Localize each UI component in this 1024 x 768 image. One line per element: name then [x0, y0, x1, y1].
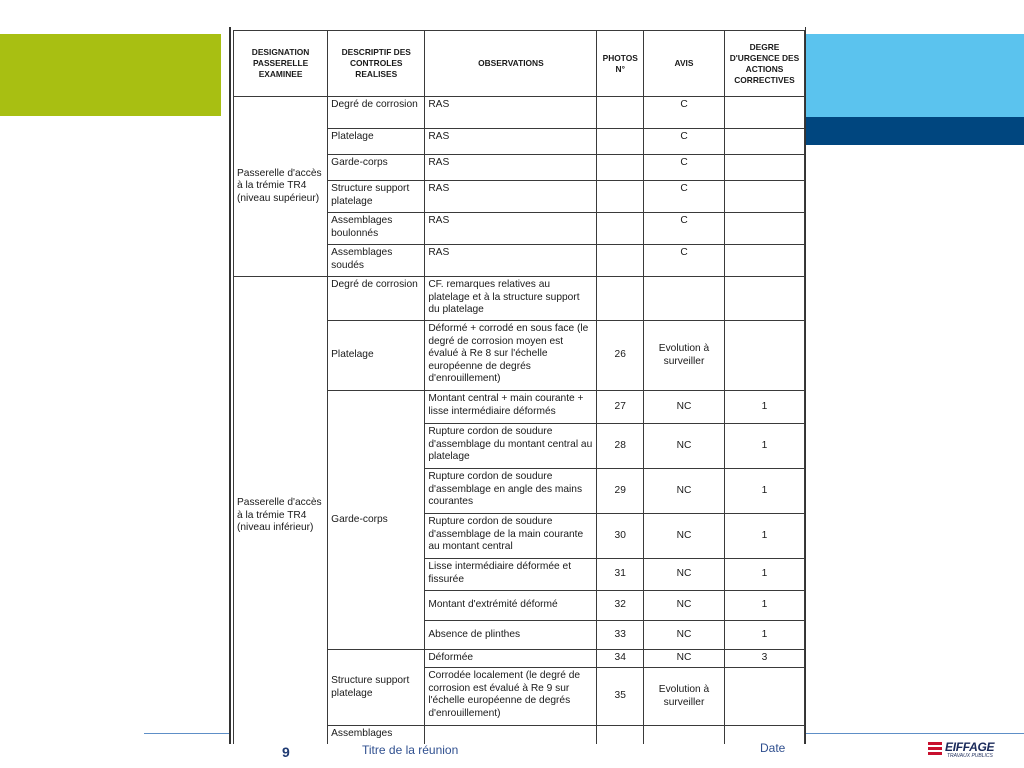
header-photos: PHOTOS N° — [597, 31, 644, 97]
urgence-cell — [724, 668, 804, 726]
eiffage-mark-icon — [928, 742, 942, 758]
photo-cell — [597, 726, 644, 745]
table-row — [234, 277, 805, 321]
designation-cell: Passerelle d'accès à la trémie TR4 (niveau inférieur) — [234, 277, 328, 745]
photo-cell — [597, 277, 644, 321]
urgence-cell: 1 — [724, 591, 804, 621]
eiffage-logo — [928, 740, 1008, 762]
header-avis: AVIS — [644, 31, 725, 97]
avis-cell: NC — [644, 621, 725, 650]
header-designation: DESIGNATION PASSERELLE EXAMINEE — [234, 31, 328, 97]
header-descriptif: DESCRIPTIF DES CONTROLES REALISES — [328, 31, 425, 97]
photo-cell — [597, 245, 644, 277]
photo-cell: 30 — [597, 514, 644, 559]
avis-cell: NC — [644, 391, 725, 424]
photo-cell — [597, 129, 644, 155]
observation-cell — [425, 726, 597, 745]
urgence-cell — [724, 155, 804, 181]
observation-cell: Lisse intermédiaire déformée et fissurée — [425, 559, 597, 591]
observation-cell: RAS — [425, 155, 597, 181]
avis-cell: C — [644, 155, 725, 181]
urgence-cell — [724, 277, 804, 321]
header-observations: OBSERVATIONS — [425, 31, 597, 97]
avis-cell: C — [644, 181, 725, 213]
urgence-cell: 1 — [724, 514, 804, 559]
logo-subtitle: TRAVAUX PUBLICS — [947, 753, 993, 759]
urgence-cell: 1 — [724, 469, 804, 514]
photo-cell — [597, 97, 644, 129]
control-cell: Garde-corps — [328, 155, 425, 181]
urgence-cell: 1 — [724, 559, 804, 591]
inspection-table — [233, 30, 805, 744]
observation-cell: Corrodée localement (le degré de corrosion est évalué à Re 9 sur l'échelle européenne de degrés d'enrouillement) — [425, 668, 597, 726]
control-cell: Assemblages — [328, 726, 425, 745]
control-cell: Platelage — [328, 321, 425, 391]
logo-name: EIFFAGE — [945, 740, 995, 754]
control-cell: Degré de corrosion — [328, 277, 425, 321]
avis-cell: C — [644, 213, 725, 245]
avis-cell: Evolution à surveiller — [644, 321, 725, 391]
photo-cell: 35 — [597, 668, 644, 726]
avis-cell: NC — [644, 559, 725, 591]
avis-cell: Evolution à surveiller — [644, 668, 725, 726]
scanned-inspection-table — [229, 27, 806, 744]
page-number: 9 — [282, 744, 290, 760]
photo-cell: 28 — [597, 424, 644, 469]
observation-cell: Montant central + main courante + lisse intermédiaire déformés — [425, 391, 597, 424]
photo-cell — [597, 213, 644, 245]
avis-cell: C — [644, 245, 725, 277]
designation-cell: Passerelle d'accès à la trémie TR4 (niveau supérieur) — [234, 97, 328, 277]
observation-cell: Rupture cordon de soudure d'assemblage de la main courante au montant central — [425, 514, 597, 559]
table-header-row — [234, 31, 805, 97]
avis-cell: NC — [644, 514, 725, 559]
photo-cell: 34 — [597, 650, 644, 668]
photo-cell: 32 — [597, 591, 644, 621]
observation-cell: CF. remarques relatives au platelage et à la structure support du platelage — [425, 277, 597, 321]
footer-divider-left — [144, 733, 232, 734]
urgence-cell: 1 — [724, 621, 804, 650]
footer-divider-right — [802, 733, 1024, 734]
photo-cell: 33 — [597, 621, 644, 650]
observation-cell: RAS — [425, 181, 597, 213]
photo-cell: 31 — [597, 559, 644, 591]
observation-cell: RAS — [425, 129, 597, 155]
photo-cell — [597, 155, 644, 181]
green-header-band — [0, 34, 221, 116]
avis-cell: NC — [644, 650, 725, 668]
control-cell: Assemblages boulonnés — [328, 213, 425, 245]
photo-cell: 26 — [597, 321, 644, 391]
observation-cell: Déformée — [425, 650, 597, 668]
observation-cell: RAS — [425, 97, 597, 129]
avis-cell — [644, 726, 725, 745]
avis-cell: NC — [644, 591, 725, 621]
urgence-cell — [724, 245, 804, 277]
urgence-cell — [724, 213, 804, 245]
control-cell: Structure support platelage — [328, 181, 425, 213]
avis-cell: NC — [644, 469, 725, 514]
avis-cell: C — [644, 97, 725, 129]
urgence-cell — [724, 181, 804, 213]
observation-cell: Absence de plinthes — [425, 621, 597, 650]
observation-cell: Déformé + corrodé en sous face (le degré de corrosion moyen est évalué à Re 8 sur l'échelle européenne de degrés d'enrouillement) — [425, 321, 597, 391]
observation-cell: RAS — [425, 213, 597, 245]
footer-date: Date — [760, 741, 786, 755]
meeting-title: Titre de la réunion — [362, 743, 459, 757]
control-cell: Assemblages soudés — [328, 245, 425, 277]
dark-blue-header-band — [803, 117, 1024, 145]
control-cell: Degré de corrosion — [328, 97, 425, 129]
control-cell: Platelage — [328, 129, 425, 155]
observation-cell: Montant d'extrémité déformé — [425, 591, 597, 621]
control-cell: Structure support platelage — [328, 650, 425, 726]
observation-cell: Rupture cordon de soudure d'assemblage en angle des mains courantes — [425, 469, 597, 514]
avis-cell — [644, 277, 725, 321]
photo-cell — [597, 181, 644, 213]
avis-cell: C — [644, 129, 725, 155]
photo-cell: 27 — [597, 391, 644, 424]
urgence-cell — [724, 321, 804, 391]
urgence-cell: 3 — [724, 650, 804, 668]
photo-cell: 29 — [597, 469, 644, 514]
urgence-cell: 1 — [724, 424, 804, 469]
observation-cell: Rupture cordon de soudure d'assemblage du montant central au platelage — [425, 424, 597, 469]
table-row — [234, 97, 805, 129]
urgence-cell — [724, 97, 804, 129]
header-urgence: DEGRE D'URGENCE DES ACTIONS CORRECTIVES — [724, 31, 804, 97]
urgence-cell — [724, 129, 804, 155]
light-blue-header-band — [803, 34, 1024, 117]
avis-cell: NC — [644, 424, 725, 469]
urgence-cell: 1 — [724, 391, 804, 424]
control-cell: Garde-corps — [328, 391, 425, 650]
observation-cell: RAS — [425, 245, 597, 277]
